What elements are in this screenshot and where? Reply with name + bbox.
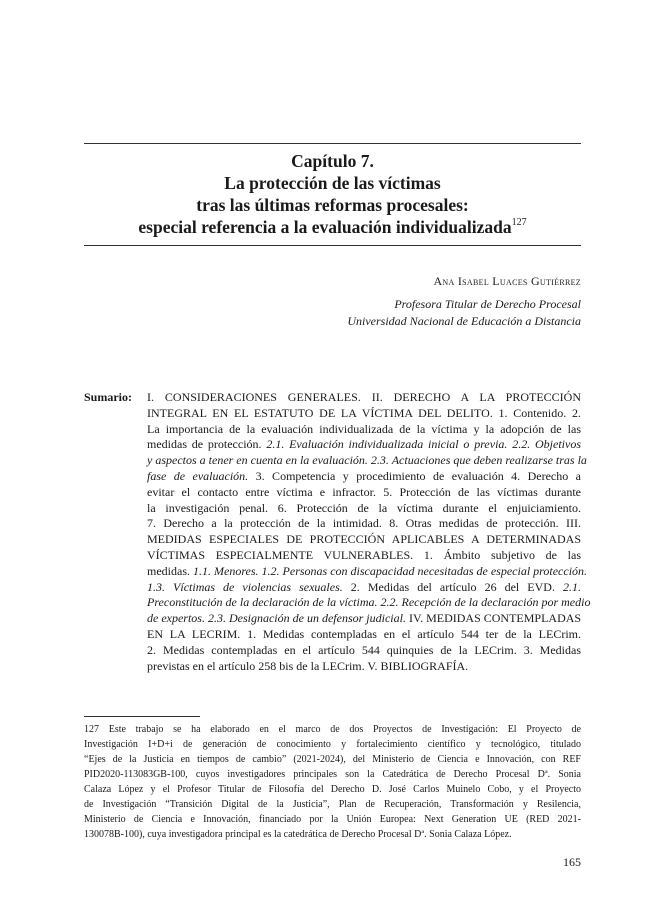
summary-run: MEDIDAS ESPECIALES DE PROTECCIÓN APLICABLES A DETERMINADAS — [147, 532, 581, 547]
author-name: Ana Isabel Luaces Gutiérrez — [433, 274, 581, 288]
author-position: Profesora Titular de Derecho Procesal — [394, 297, 581, 311]
footnote-reference[interactable]: 127 — [511, 217, 527, 228]
chapter-title-line: tras las últimas reformas procesales: — [196, 195, 469, 215]
chapter-title — [84, 150, 581, 238]
summary-run: INTEGRAL EN EL ESTATUTO DE LA VÍCTIMA DEL DELITO. 1. Contenido. 2. — [147, 405, 581, 420]
summary-run: VÍCTIMAS ESPECIALMENTE VULNERABLES. 1. Ámbito subjetivo de las — [147, 547, 581, 562]
summary-run: 2. Medidas contempladas en el artículo 544 quinquies de la LECrim. 3. Medidas — [147, 642, 581, 657]
footnote-line: 130078B-100), cuya investigadora principal es la catedrática de Derecho Procesal Dª. Sonia Calaza López. — [84, 829, 512, 840]
footnote-line: Investigación I+D+i de generación de conocimiento y fortalecimiento científico y tecnológico, titulado — [84, 739, 581, 750]
summary-italic-run: 2.1. — [563, 579, 581, 594]
summary-line — [147, 563, 588, 580]
summary-run: medidas. — [147, 563, 193, 578]
footnote-line: Calaza López y el Profesor Titular de Filosofía del Derecho D. José Carlos Muinelo Cobo, y el Proyecto — [84, 784, 581, 795]
page-number: 165 — [563, 855, 581, 869]
summary-body — [147, 390, 591, 674]
footnote-separator — [84, 716, 200, 717]
summary-line — [147, 516, 581, 532]
footnote-line: PID2020-113083GB-100, cuyos investigadores principales son la Catedrática de Derecho Procesal Dª. Sonia — [84, 769, 581, 780]
author-institution: Universidad Nacional de Educación a Distancia — [347, 314, 581, 328]
footnote-line: Ministerio de Ciencia e Innovación, financiado por la Unión Europea: Next Generation UE (RED 2021- — [84, 814, 581, 825]
summary-label: Sumario: — [84, 390, 132, 404]
summary-line — [147, 627, 581, 643]
summary-italic-run: 1.1. Menores. 1.2. Personas con discapacidad necesitadas de especial protección. — [193, 563, 588, 578]
bottom-rule — [84, 245, 581, 246]
summary-italic-run: Preconstitución de la declaración de la víctima. 2.2. Recepción de la declaración por medio — [147, 595, 591, 610]
summary-line — [147, 501, 581, 517]
chapter-title-line: especial referencia a la evaluación individualizada — [138, 217, 512, 237]
summary-run: previstas en el artículo 258 bis de la LECrim. V. BIBLIOGRAFÍA. — [147, 658, 469, 673]
summary-run: evitar el contacto entre víctima e infractor. 5. Protección de las víctimas durante — [147, 484, 581, 499]
summary-run: IV. MEDIDAS CONTEMPLADAS — [405, 611, 582, 626]
summary-run: medidas de protección. — [147, 437, 267, 452]
summary-line — [147, 437, 581, 453]
summary-run: 2. Medidas del artículo 26 del EVD. — [342, 579, 563, 594]
summary-line — [147, 643, 581, 659]
summary-line — [147, 485, 581, 501]
footnote — [84, 722, 581, 842]
summary-line — [147, 532, 581, 548]
summary-line — [147, 469, 581, 485]
summary-run: I. CONSIDERACIONES GENERALES. II. DERECHO A LA PROTECCIÓN — [147, 390, 581, 404]
footnote-line: 127 Este trabajo se ha elaborado en el marco de dos Proyectos de Investigación: El Proyecto de — [84, 724, 581, 735]
summary-line — [147, 659, 581, 675]
top-rule — [84, 143, 581, 144]
chapter-title-line: La protección de las víctimas — [224, 173, 441, 193]
summary-line — [147, 406, 581, 422]
summary-line — [147, 595, 591, 611]
summary-line — [147, 580, 581, 596]
summary-run: 3. Competencia y procedimiento de evaluación 4. Derecho a — [248, 468, 581, 483]
summary-line — [147, 422, 581, 438]
summary-italic-run: 1.3. Víctimas de violencias sexuales. — [147, 579, 343, 594]
footnote-line: “Ejes de la Justicia en tiempos de cambio” (2021-2024), del Ministerio de Ciencia e Innovación, con REF — [84, 754, 581, 765]
summary-line — [147, 453, 587, 469]
summary-line — [147, 390, 581, 406]
summary-italic-run: y aspectos a tener en cuenta en la evaluación. 2.3. Actuaciones que deben realizarse tras la — [147, 453, 587, 468]
summary-line — [147, 611, 581, 627]
chapter-title-line-last — [84, 216, 581, 238]
summary-run: EN LA LECRIM. 1. Medidas contempladas en el artículo 544 ter de la LECrim. — [147, 626, 581, 641]
chapter-number: Capítulo 7. — [291, 151, 374, 171]
summary-line — [147, 548, 581, 564]
summary-run: La importancia de la evaluación individualizada de la víctima y la adopción de las — [147, 421, 581, 436]
summary-italic-run: 2.1. Evaluación individualizada inicial o previa. 2.2. Objetivos — [266, 437, 581, 452]
summary-run: 7. Derecho a la protección de la intimidad. 8. Otras medidas de protección. III. — [147, 516, 581, 531]
summary-italic-run: de expertos. 2.3. Designación de un defensor judicial. — [147, 611, 406, 626]
footnote-line: de Investigación “Transición Digital de la Justicia”, Plan de Recuperación, Transformación y Resilencia, — [84, 799, 581, 810]
summary-run: la investigación penal. 6. Protección de la víctima durante el enjuiciamiento. — [147, 500, 581, 515]
summary-italic-run: fase de evaluación. — [147, 468, 249, 483]
